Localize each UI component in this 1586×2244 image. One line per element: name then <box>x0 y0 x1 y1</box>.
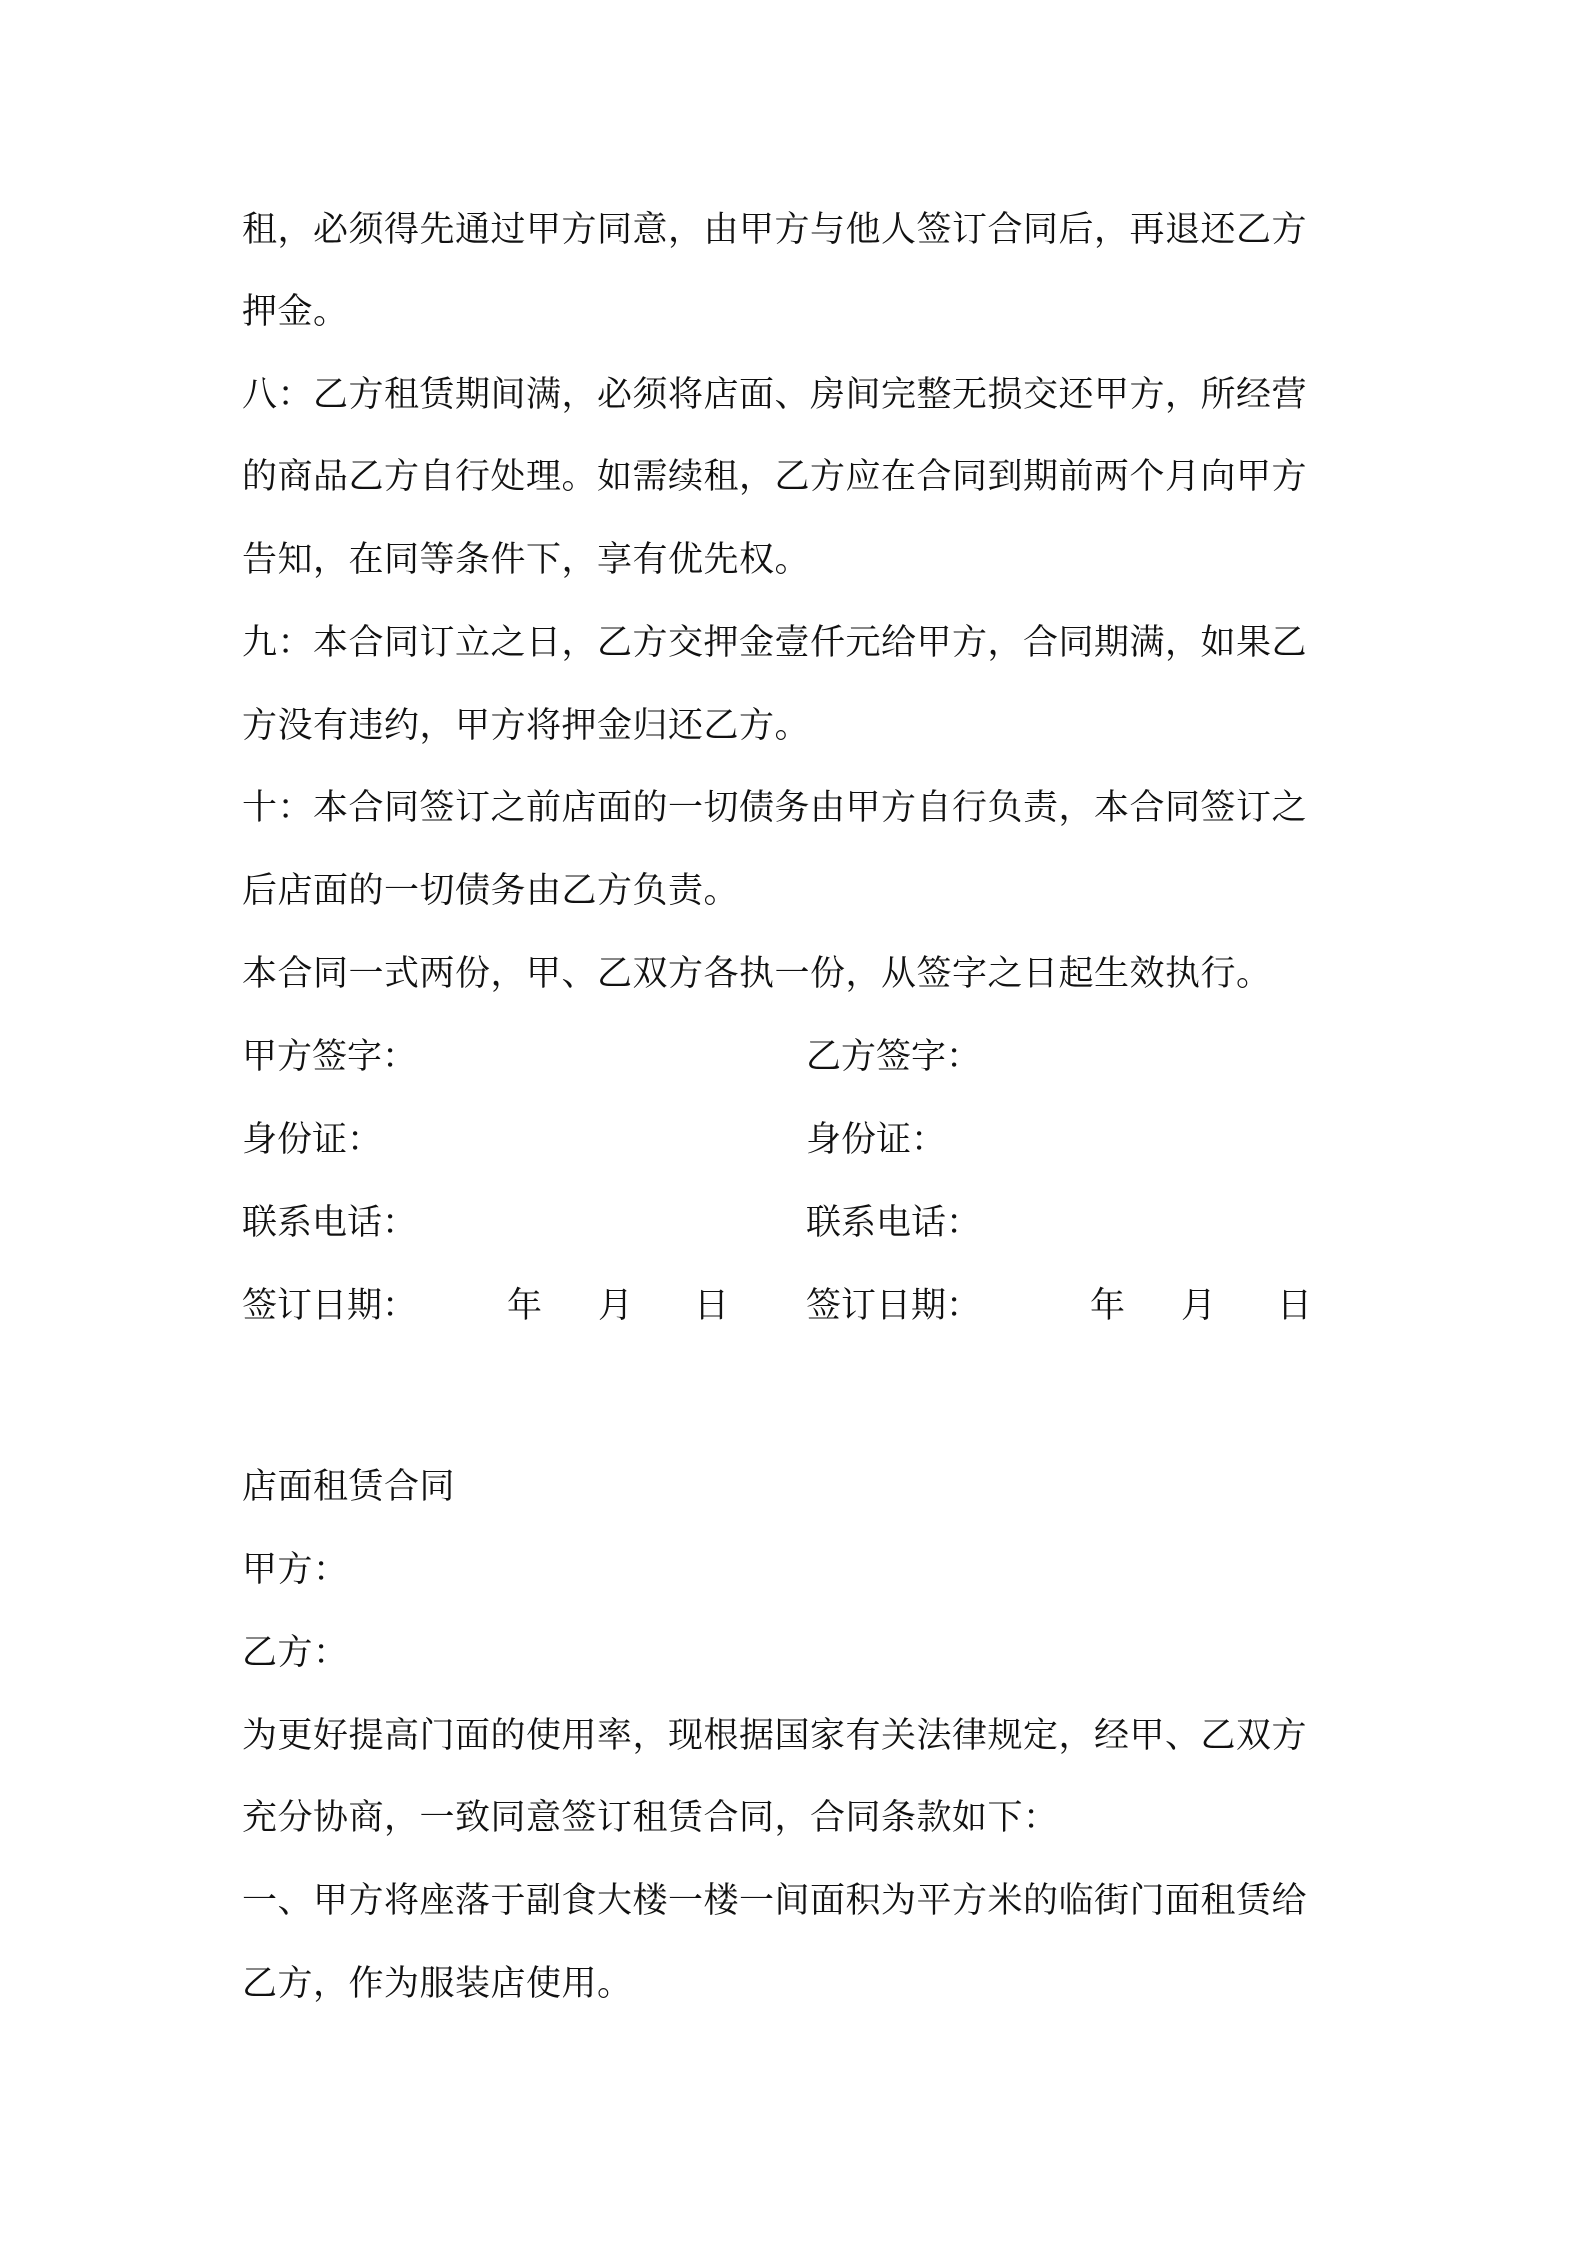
party-a-signature-label: 甲方签字： <box>242 1037 418 1077</box>
phone-row <box>242 1199 1392 1247</box>
party-a-day-label: 日 <box>694 1286 730 1326</box>
date-row <box>242 1282 1392 1330</box>
copies-clause: 本合同一式两份，甲、乙双方各执一份，从签字之日起生效执行。 <box>242 954 1272 994</box>
second-contract-clause-1-line-1: 一、甲方将座落于副食大楼一楼一间面积为平方米的临街门面租赁给 <box>242 1881 1308 1921</box>
party-b-month-label: 月 <box>1181 1286 1217 1326</box>
clause-9-line-2: 方没有违约，甲方将押金归还乙方。 <box>242 706 811 746</box>
clause-10-line-1: 十：本合同签订之前店面的一切债务由甲方自行负责，本合同签订之 <box>242 788 1308 828</box>
signature-row <box>242 1033 1392 1081</box>
party-a-phone-label: 联系电话： <box>242 1203 418 1243</box>
party-b-id-label: 身份证： <box>806 1120 947 1160</box>
clause-8-line-1: 八：乙方租赁期间满，必须将店面、房间完整无损交还甲方，所经营 <box>242 375 1308 415</box>
party-a-year-label: 年 <box>507 1286 543 1326</box>
clause-10-line-2: 后店面的一切债务由乙方负责。 <box>242 871 740 911</box>
second-contract-party-b: 乙方： <box>242 1633 349 1673</box>
id-row <box>242 1116 1392 1164</box>
clause-7-continuation-line-1: 租，必须得先通过甲方同意，由甲方与他人签订合同后，再退还乙方 <box>242 210 1308 250</box>
party-b-date-label: 签订日期： <box>806 1286 982 1326</box>
clause-9-line-1: 九：本合同订立之日，乙方交押金壹仟元给甲方，合同期满，如果乙 <box>242 623 1308 663</box>
party-a-date-label: 签订日期： <box>242 1286 418 1326</box>
party-a-month-label: 月 <box>598 1286 634 1326</box>
clause-8-line-3: 告知，在同等条件下，享有优先权。 <box>242 540 811 580</box>
second-contract-title: 店面租赁合同 <box>242 1467 456 1507</box>
second-contract-preamble-line-2: 充分协商，一致同意签订租赁合同，合同条款如下： <box>242 1798 1059 1838</box>
clause-8-line-2: 的商品乙方自行处理。如需续租，乙方应在合同到期前两个月向甲方 <box>242 457 1308 497</box>
party-b-year-label: 年 <box>1090 1286 1126 1326</box>
party-b-signature-label: 乙方签字： <box>806 1037 982 1077</box>
clause-7-continuation-line-2: 押金。 <box>242 292 349 332</box>
second-contract-preamble-line-1: 为更好提高门面的使用率，现根据国家有关法律规定，经甲、乙双方 <box>242 1716 1308 1756</box>
party-b-day-label: 日 <box>1277 1286 1313 1326</box>
second-contract-clause-1-line-2: 乙方，作为服装店使用。 <box>242 1964 633 2004</box>
party-a-id-label: 身份证： <box>242 1120 383 1160</box>
party-b-phone-label: 联系电话： <box>806 1203 982 1243</box>
second-contract-party-a: 甲方： <box>242 1550 349 1590</box>
